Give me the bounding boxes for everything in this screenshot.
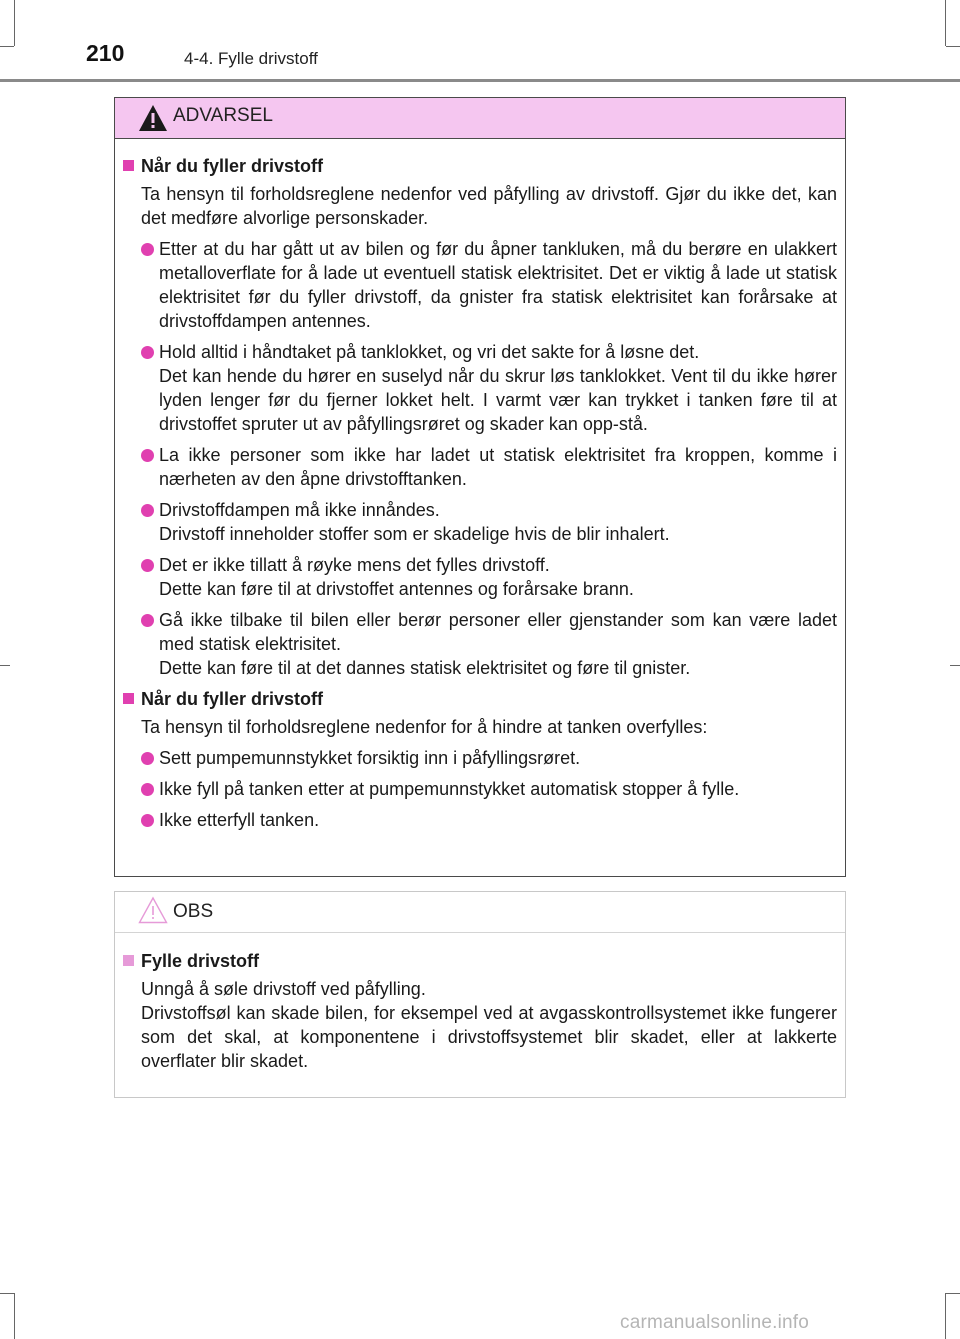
warning-triangle-icon: [137, 103, 169, 133]
square-bullet-icon: [123, 160, 134, 171]
bullet-dot-icon: [141, 243, 154, 256]
crop-mark: [0, 1293, 14, 1294]
header-divider: [0, 79, 960, 82]
crop-mark: [946, 46, 960, 47]
section-heading: Når du fyller drivstoff: [123, 687, 837, 711]
crop-mark: [950, 665, 960, 666]
warning-title: ADVARSEL: [173, 105, 273, 126]
bullet-dot-icon: [141, 559, 154, 572]
square-bullet-icon: [123, 955, 134, 966]
list-item: Drivstoffdampen må ikke innåndes. Drivstoff inneholder stoffer som er skadelige hvis de blir inhalert.: [141, 498, 837, 546]
list-item: La ikke personer som ikke har ladet ut statisk elektrisitet fra kroppen, komme i nærheten av den åpne drivstofftanken.: [141, 443, 837, 491]
list-item: Hold alltid i håndtaket på tanklokket, og vri det sakte for å løsne det. Det kan hende du hører en suselyd når du skrur løs tanklokket. Vent til du ikke hører lyden lenger før du fjerner lokket helt. I varmt vær kan trykket i tanken føre til at drivstoffet spruter ut av påfyllingsrøret og skader kan opp-stå.: [141, 340, 837, 436]
notice-box: [114, 891, 846, 1098]
bullet-dot-icon: [141, 752, 154, 765]
warning-body: [115, 139, 845, 832]
bullet-dot-icon: [141, 814, 154, 827]
crop-mark: [945, 0, 946, 46]
notice-body: [115, 933, 845, 1073]
page-number: 210: [86, 40, 125, 66]
section-title: 4-4. Fylle drivstoff: [184, 49, 318, 68]
bullet-dot-icon: [141, 614, 154, 627]
crop-mark: [0, 665, 10, 666]
crop-mark: [945, 1293, 946, 1339]
section-heading: Når du fyller drivstoff: [123, 154, 837, 178]
list-item: Etter at du har gått ut av bilen og før du åpner tankluken, må du berøre en ulakkert metalloverflate for å lade ut eventuell statisk elektrisitet. Det er viktig å lade ut statisk elektrisitet før du fyller drivstoff, da gnister fra statisk elektrisitet kan forårsake at drivstoffdampen antennes.: [141, 237, 837, 333]
notice-title: OBS: [173, 901, 214, 922]
bullet-dot-icon: [141, 504, 154, 517]
list-item: Ikke fyll på tanken etter at pumpemunnstykket automatisk stopper å fylle.: [141, 777, 837, 801]
notice-header: [115, 892, 845, 933]
square-bullet-icon: [123, 693, 134, 704]
bullet-dot-icon: [141, 449, 154, 462]
notice-text: Unngå å søle drivstoff ved påfylling. Drivstoffsøl kan skade bilen, for eksempel ved at avgasskontrollsystemet ikke fungerer som det skal, at komponentene i drivstoffsystemet blir skadet, eller at lakkerte overflater blir skadet.: [141, 979, 837, 1071]
section-heading: Fylle drivstoff: [123, 949, 837, 973]
crop-mark: [14, 0, 15, 46]
warning-box: [114, 97, 846, 877]
warning-header: [115, 98, 845, 139]
list-item: Gå ikke tilbake til bilen eller berør personer eller gjenstander som kan være ladet med statisk elektrisitet. Dette kan føre til at det dannes statisk elektrisitet og føre til gnister.: [141, 608, 837, 680]
crop-mark: [946, 1293, 960, 1294]
caution-triangle-outline-icon: [137, 895, 169, 925]
section-intro: Ta hensyn til forholdsreglene nedenfor for å hindre at tanken overfylles:: [141, 717, 708, 737]
crop-mark: [14, 1293, 15, 1339]
list-item: Det er ikke tillatt å røyke mens det fylles drivstoff. Dette kan føre til at drivstoffet antennes og forårsake brann.: [141, 553, 837, 601]
bullet-dot-icon: [141, 346, 154, 359]
section-intro: Ta hensyn til forholdsreglene nedenfor ved påfylling av drivstoff. Gjør du ikke det, kan det medføre alvorlige personskader.: [141, 184, 837, 228]
crop-mark: [0, 46, 14, 47]
list-item: Ikke etterfyll tanken.: [141, 808, 837, 832]
bullet-dot-icon: [141, 783, 154, 796]
watermark: carmanualsonline.info: [620, 1312, 810, 1333]
list-item: Sett pumpemunnstykket forsiktig inn i påfyllingsrøret.: [141, 746, 837, 770]
